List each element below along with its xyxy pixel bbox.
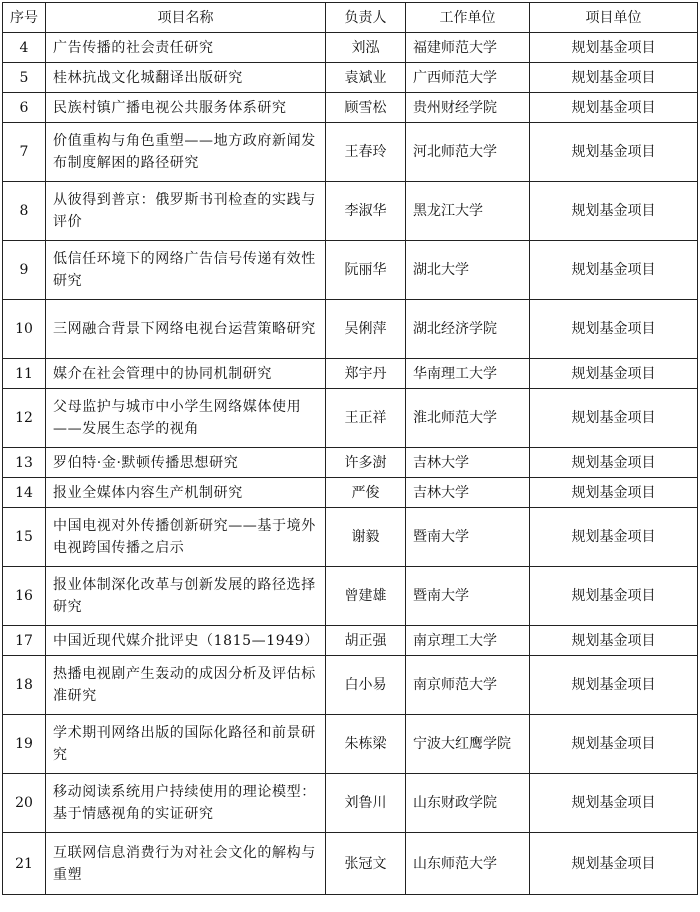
table-row (3, 567, 698, 626)
header-no: 序号 (3, 3, 46, 33)
cell-work-unit: 山东师范大学 (406, 833, 530, 895)
cell-no: 14 (3, 478, 46, 508)
table-row (3, 182, 698, 241)
cell-no: 10 (3, 300, 46, 359)
cell-work-unit: 贵州财经学院 (406, 93, 530, 123)
cell-project-name: 罗伯特·金·默顿传播思想研究 (46, 448, 326, 478)
cell-work-unit: 南京师范大学 (406, 656, 530, 715)
cell-no: 17 (3, 626, 46, 656)
cell-project-name: 民族村镇广播电视公共服务体系研究 (46, 93, 326, 123)
cell-work-unit: 华南理工大学 (406, 359, 530, 389)
cell-no: 16 (3, 567, 46, 626)
cell-project-type: 规划基金项目 (530, 93, 698, 123)
cell-project-name: 报业体制深化改革与创新发展的路径选择研究 (46, 567, 326, 626)
cell-project-name: 三网融合背景下网络电视台运营策略研究 (46, 300, 326, 359)
cell-leader: 朱栋梁 (326, 715, 406, 774)
cell-leader: 胡正强 (326, 626, 406, 656)
cell-work-unit: 宁波大红鹰学院 (406, 715, 530, 774)
table-row (3, 33, 698, 63)
cell-no: 7 (3, 123, 46, 182)
table-row (3, 833, 698, 895)
table-row (3, 300, 698, 359)
cell-project-name: 中国近现代媒介批评史（1815—1949） (46, 626, 326, 656)
cell-no: 21 (3, 833, 46, 895)
cell-leader: 王正祥 (326, 389, 406, 448)
cell-work-unit: 暨南大学 (406, 508, 530, 567)
header-leader: 负责人 (326, 3, 406, 33)
cell-no: 12 (3, 389, 46, 448)
cell-project-name: 移动阅读系统用户持续使用的理论模型：基于情感视角的实证研究 (46, 774, 326, 833)
cell-project-type: 规划基金项目 (530, 182, 698, 241)
cell-leader: 曾建雄 (326, 567, 406, 626)
table-header (3, 3, 698, 33)
cell-no: 9 (3, 241, 46, 300)
cell-project-name: 互联网信息消费行为对社会文化的解构与重塑 (46, 833, 326, 895)
table-row (3, 626, 698, 656)
cell-project-type: 规划基金项目 (530, 123, 698, 182)
cell-leader: 顾雪松 (326, 93, 406, 123)
cell-project-type: 规划基金项目 (530, 389, 698, 448)
cell-project-type: 规划基金项目 (530, 241, 698, 300)
cell-project-type: 规划基金项目 (530, 33, 698, 63)
cell-project-type: 规划基金项目 (530, 300, 698, 359)
cell-project-name: 报业全媒体内容生产机制研究 (46, 478, 326, 508)
cell-work-unit: 吉林大学 (406, 448, 530, 478)
table-row (3, 656, 698, 715)
cell-leader: 刘鲁川 (326, 774, 406, 833)
cell-project-name: 价值重构与角色重塑——地方政府新闻发布制度解困的路径研究 (46, 123, 326, 182)
header-project-type: 项目单位 (530, 3, 698, 33)
table-row (3, 715, 698, 774)
cell-project-name: 父母监护与城市中小学生网络媒体使用——发展生态学的视角 (46, 389, 326, 448)
cell-work-unit: 广西师范大学 (406, 63, 530, 93)
cell-no: 4 (3, 33, 46, 63)
cell-leader: 吴俐萍 (326, 300, 406, 359)
cell-no: 8 (3, 182, 46, 241)
cell-project-name: 桂林抗战文化城翻译出版研究 (46, 63, 326, 93)
cell-project-type: 规划基金项目 (530, 656, 698, 715)
cell-project-name: 热播电视剧产生轰动的成因分析及评估标准研究 (46, 656, 326, 715)
table-row (3, 389, 698, 448)
cell-work-unit: 黑龙江大学 (406, 182, 530, 241)
table-row (3, 774, 698, 833)
cell-work-unit: 吉林大学 (406, 478, 530, 508)
cell-project-type: 规划基金项目 (530, 478, 698, 508)
cell-no: 20 (3, 774, 46, 833)
cell-project-name: 广告传播的社会责任研究 (46, 33, 326, 63)
cell-leader: 李淑华 (326, 182, 406, 241)
cell-no: 15 (3, 508, 46, 567)
cell-work-unit: 暨南大学 (406, 567, 530, 626)
cell-project-name: 低信任环境下的网络广告信号传递有效性研究 (46, 241, 326, 300)
cell-leader: 袁斌业 (326, 63, 406, 93)
table-row (3, 241, 698, 300)
cell-no: 11 (3, 359, 46, 389)
cell-project-type: 规划基金项目 (530, 567, 698, 626)
cell-leader: 张冠文 (326, 833, 406, 895)
cell-no: 18 (3, 656, 46, 715)
cell-work-unit: 河北师范大学 (406, 123, 530, 182)
cell-project-type: 规划基金项目 (530, 774, 698, 833)
header-work-unit: 工作单位 (406, 3, 530, 33)
cell-project-name: 从彼得到普京：俄罗斯书刊检查的实践与评价 (46, 182, 326, 241)
cell-work-unit: 湖北大学 (406, 241, 530, 300)
table-row (3, 359, 698, 389)
cell-project-name: 学术期刊网络出版的国际化路径和前景研究 (46, 715, 326, 774)
cell-leader: 刘泓 (326, 33, 406, 63)
cell-project-type: 规划基金项目 (530, 359, 698, 389)
table-row (3, 93, 698, 123)
cell-no: 19 (3, 715, 46, 774)
cell-work-unit: 淮北师范大学 (406, 389, 530, 448)
cell-project-type: 规划基金项目 (530, 715, 698, 774)
table-body (3, 33, 698, 895)
cell-project-type: 规划基金项目 (530, 626, 698, 656)
table-row (3, 508, 698, 567)
cell-project-name: 媒介在社会管理中的协同机制研究 (46, 359, 326, 389)
project-table (2, 2, 698, 895)
cell-project-name: 中国电视对外传播创新研究——基于境外电视跨国传播之启示 (46, 508, 326, 567)
cell-leader: 王春玲 (326, 123, 406, 182)
cell-leader: 许多澍 (326, 448, 406, 478)
cell-work-unit: 山东财政学院 (406, 774, 530, 833)
cell-project-type: 规划基金项目 (530, 508, 698, 567)
cell-no: 5 (3, 63, 46, 93)
cell-leader: 严俊 (326, 478, 406, 508)
cell-project-type: 规划基金项目 (530, 833, 698, 895)
cell-work-unit: 南京理工大学 (406, 626, 530, 656)
header-row (3, 3, 698, 33)
cell-no: 13 (3, 448, 46, 478)
cell-leader: 郑宇丹 (326, 359, 406, 389)
table-row (3, 63, 698, 93)
table-row (3, 478, 698, 508)
cell-leader: 阮丽华 (326, 241, 406, 300)
cell-project-type: 规划基金项目 (530, 448, 698, 478)
table-row (3, 448, 698, 478)
cell-no: 6 (3, 93, 46, 123)
cell-leader: 白小易 (326, 656, 406, 715)
cell-project-type: 规划基金项目 (530, 63, 698, 93)
cell-work-unit: 湖北经济学院 (406, 300, 530, 359)
cell-leader: 谢毅 (326, 508, 406, 567)
cell-work-unit: 福建师范大学 (406, 33, 530, 63)
header-project-name: 项目名称 (46, 3, 326, 33)
table-row (3, 123, 698, 182)
